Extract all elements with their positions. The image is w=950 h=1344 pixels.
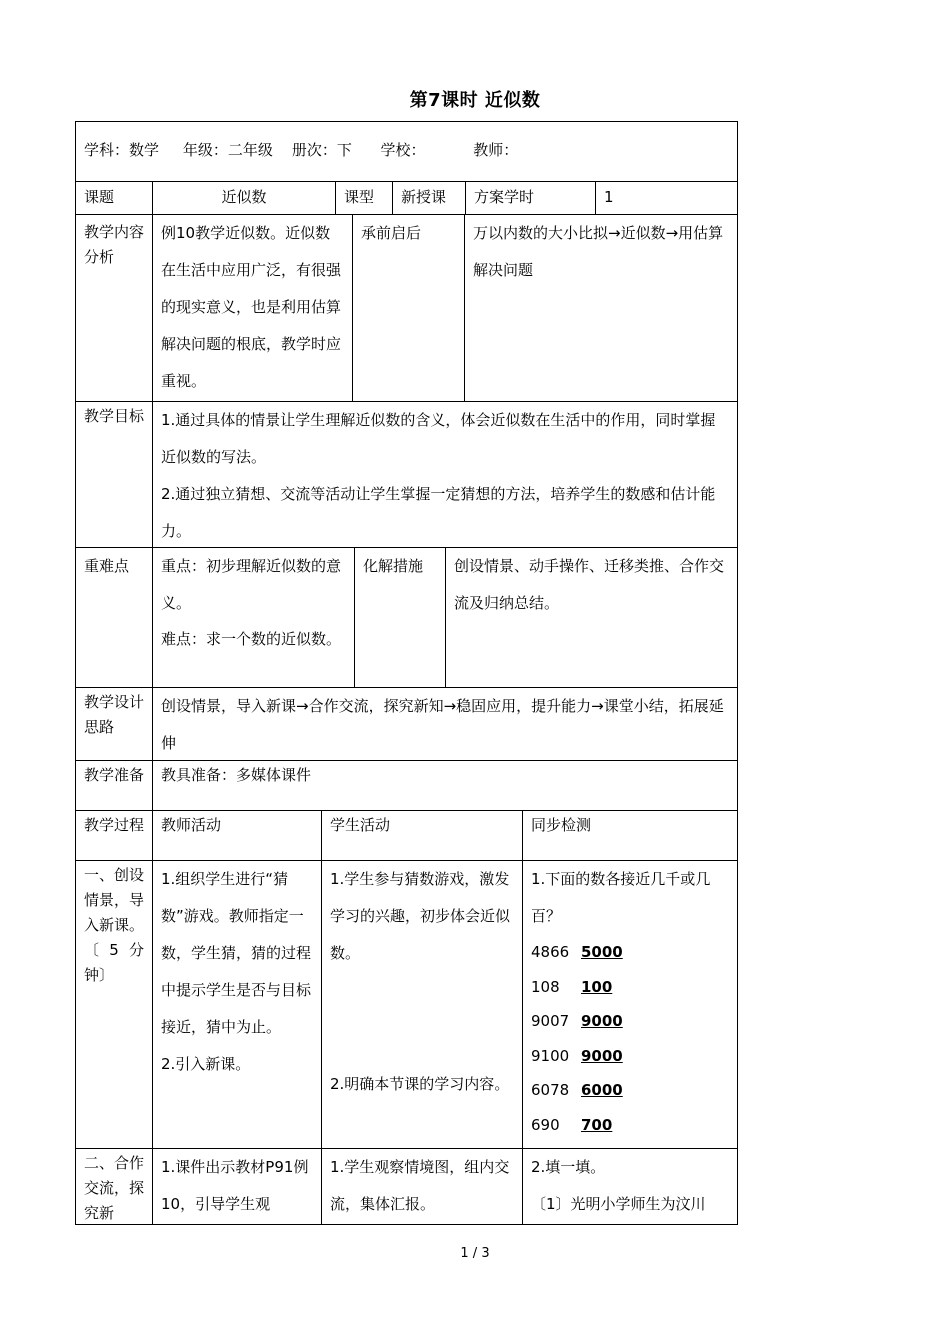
process-teacher-header: 教师活动: [152, 810, 322, 861]
hours-label: 方案学时: [465, 181, 596, 215]
check-answer: 5000: [581, 943, 623, 961]
type-value: 新授课: [392, 181, 466, 215]
page-number: 1 / 3: [460, 1246, 490, 1261]
topic-value: 近似数: [152, 181, 336, 215]
objective-1: 1.通过具体的情景让学生理解近似数的含义，体会近似数在生活中的作用，同时掌握近似数的写法。: [161, 411, 716, 466]
process-student-header: 学生活动: [321, 810, 523, 861]
keypoints-label: 重难点: [75, 547, 153, 688]
check-row: 9100 9000: [531, 1039, 729, 1074]
prep-text: 教具准备：多媒体课件: [152, 760, 738, 811]
difficult-point: 难点：求一个数的近似数。: [161, 630, 342, 648]
keypoints-text: [152, 547, 355, 688]
header-info: [75, 121, 738, 182]
check-row: 6078 6000: [531, 1073, 729, 1108]
step2-teacher: 1.课件出示教材P91例10，引导学生观: [152, 1148, 322, 1225]
check-row: 4866 5000: [531, 935, 729, 970]
header-info-text: 学科：数学 年级：二年级 册次：下 学校： 教师：: [84, 141, 519, 159]
type-label: 课型: [335, 181, 393, 215]
step2-check-2: 〔1〕光明小学师生为汶川: [531, 1195, 706, 1213]
step1-student-1: 1.学生参与猜数游戏，激发学习的兴趣，初步体会近似数。: [330, 870, 511, 962]
analysis-text: 例10教学近似数。近似数在生活中应用广泛，有很强的现实意义，也是利用估算解决问题的根底，教学时应重视。: [152, 214, 353, 402]
check-answer: 100: [581, 977, 613, 996]
step2-check: [522, 1148, 738, 1225]
keypoints-mid: 化解措施: [354, 547, 446, 688]
prep-label: 教学准备: [75, 760, 153, 811]
topic-label: 课题: [75, 181, 153, 215]
keypoints-right: 创设情景、动手操作、迁移类推、合作交流及归纳总结。: [445, 547, 738, 688]
analysis-mid: 承前启后: [352, 214, 465, 402]
step1-check-title: 1.下面的数各接近几千或几百？: [531, 870, 711, 925]
analysis-label: 教学内容分析: [75, 214, 153, 402]
design-label: 教学设计思路: [75, 687, 153, 761]
page-title: 第7课时 近似数: [409, 90, 541, 111]
step2-label: 二、合作交流，探究新: [75, 1148, 153, 1225]
step1-student-2: 2.明确本节课的学习内容。: [330, 1075, 510, 1093]
key-point: 重点：初步理解近似数的意义。: [161, 557, 342, 612]
check-answer: 700: [581, 1115, 613, 1134]
step1-teacher: [152, 860, 322, 1149]
objectives-text: [152, 401, 738, 548]
objective-2: 2.通过独立猜想、交流等活动让学生掌握一定猜想的方法，培养学生的数感和估计能力。: [161, 485, 716, 540]
check-row: 9007 9000: [531, 1004, 729, 1039]
process-label: 教学过程: [75, 810, 153, 861]
step1-check: [522, 860, 738, 1149]
check-answer: 6000: [581, 1081, 623, 1100]
step2-check-1: 2.填一填。: [531, 1158, 606, 1176]
step1-label: 一、创设情景，导入新课。〔5分钟〕: [75, 860, 153, 1149]
check-row: 108 100: [531, 970, 729, 1005]
step1-student: [321, 860, 523, 1149]
hours-value: 1: [595, 181, 738, 215]
process-check-header: 同步检测: [522, 810, 738, 861]
design-text: 创设情景，导入新课→合作交流，探究新知→稳固应用，提升能力→课堂小结，拓展延伸: [152, 687, 738, 761]
check-answer: 9000: [581, 1046, 623, 1065]
step1-teacher-2: 2.引入新课。: [161, 1055, 251, 1073]
check-row: 690 700: [531, 1108, 729, 1143]
step2-student: 1.学生观察情境图，组内交流，集体汇报。: [321, 1148, 523, 1225]
analysis-right: 万以内数的大小比拟→近似数→用估算解决问题: [464, 214, 738, 402]
objectives-label: 教学目标: [75, 401, 153, 548]
step1-teacher-1: 1.组织学生进行“猜数”游戏。教师指定一数，学生猜，猜的过程中提示学生是否与目标接近，猜中为止。: [161, 870, 312, 1036]
check-answer: 9000: [581, 1012, 623, 1031]
